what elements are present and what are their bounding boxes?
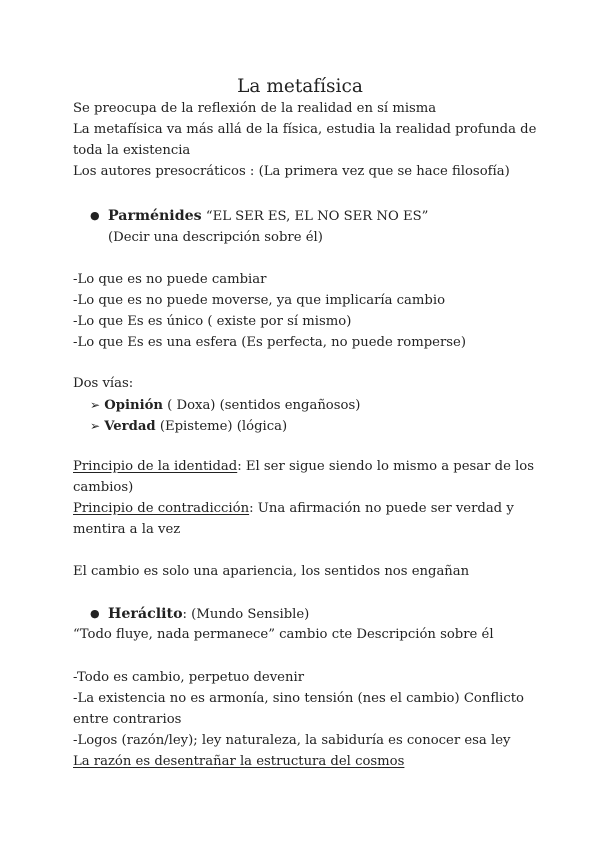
intro-line: toda la existencia [73, 143, 191, 158]
parmenides-point: -Lo que Es es una esfera (Es perfecta, no puede romperse) [73, 335, 466, 350]
parmenides-note: (Decir una descripción sobre él) [108, 230, 323, 245]
via-desc: (Episteme) (lógica) [155, 419, 288, 434]
heraclito-name: Heráclito [108, 606, 183, 622]
via-desc: ( Doxa) (sentidos engañosos) [162, 398, 361, 413]
principio-cont: mentira a la vez [73, 522, 181, 537]
principio-term: Principio de contradicción [73, 501, 250, 516]
heraclito-point: -Logos (razón/ley); ley naturaleza, la sabiduría es conocer esa ley [73, 733, 511, 748]
page-title: La metafísica [237, 76, 363, 97]
intro-line: Los autores presocráticos : (La primera vez que se hace filosofía) [73, 164, 510, 179]
heraclito-heading [108, 604, 309, 625]
heraclito-quote: “Todo fluye, nada permanece” cambio cte Descripción sobre él [73, 627, 494, 642]
arrow-bullet-icon: ➢ [90, 398, 101, 412]
parmenides-point: -Lo que Es es único ( existe por sí mismo) [73, 314, 352, 329]
principio-cont: cambios) [73, 480, 134, 495]
heraclito-point: -La existencia no es armonía, sino tensión (nes el cambio) Conflicto [73, 691, 524, 706]
via-term: Verdad [104, 419, 156, 434]
parmenides-name: Parménides [108, 208, 202, 224]
parmenides-conclusion: El cambio es solo una apariencia, los sentidos nos engañan [73, 564, 470, 579]
heraclito-closing: La razón es desentrañar la estructura del cosmos [73, 754, 405, 769]
arrow-bullet-icon: ➢ [90, 419, 101, 433]
intro-line: La metafísica va más allá de la física, estudia la realidad profunda de [73, 122, 537, 137]
principio-desc: : Una afirmación no puede ser verdad y [249, 501, 514, 516]
heraclito-subtitle: : (Mundo Sensible) [182, 607, 310, 622]
principio-desc: : El ser sigue siendo lo mismo a pesar de los [237, 459, 534, 474]
bullet-icon: ● [90, 209, 100, 222]
parmenides-heading [108, 206, 428, 227]
principio-identidad [73, 457, 534, 477]
heraclito-point: entre contrarios [73, 712, 182, 727]
via-term: Opinión [104, 398, 163, 413]
principio-term: Principio de la identidad [73, 459, 238, 474]
bullet-icon: ● [90, 607, 100, 620]
parmenides-point: -Lo que es no puede moverse, ya que implicaría cambio [73, 293, 446, 308]
parmenides-point: -Lo que es no puede cambiar [73, 272, 267, 287]
intro-line: Se preocupa de la reflexión de la realidad en sí misma [73, 101, 437, 116]
heraclito-point: -Todo es cambio, perpetuo devenir [73, 670, 305, 685]
principio-contradiccion [73, 499, 514, 519]
via-item [90, 395, 360, 416]
vias-label: Dos vías: [73, 376, 134, 391]
parmenides-quote: “EL SER ES, EL NO SER NO ES” [201, 209, 429, 224]
via-item [90, 416, 287, 437]
